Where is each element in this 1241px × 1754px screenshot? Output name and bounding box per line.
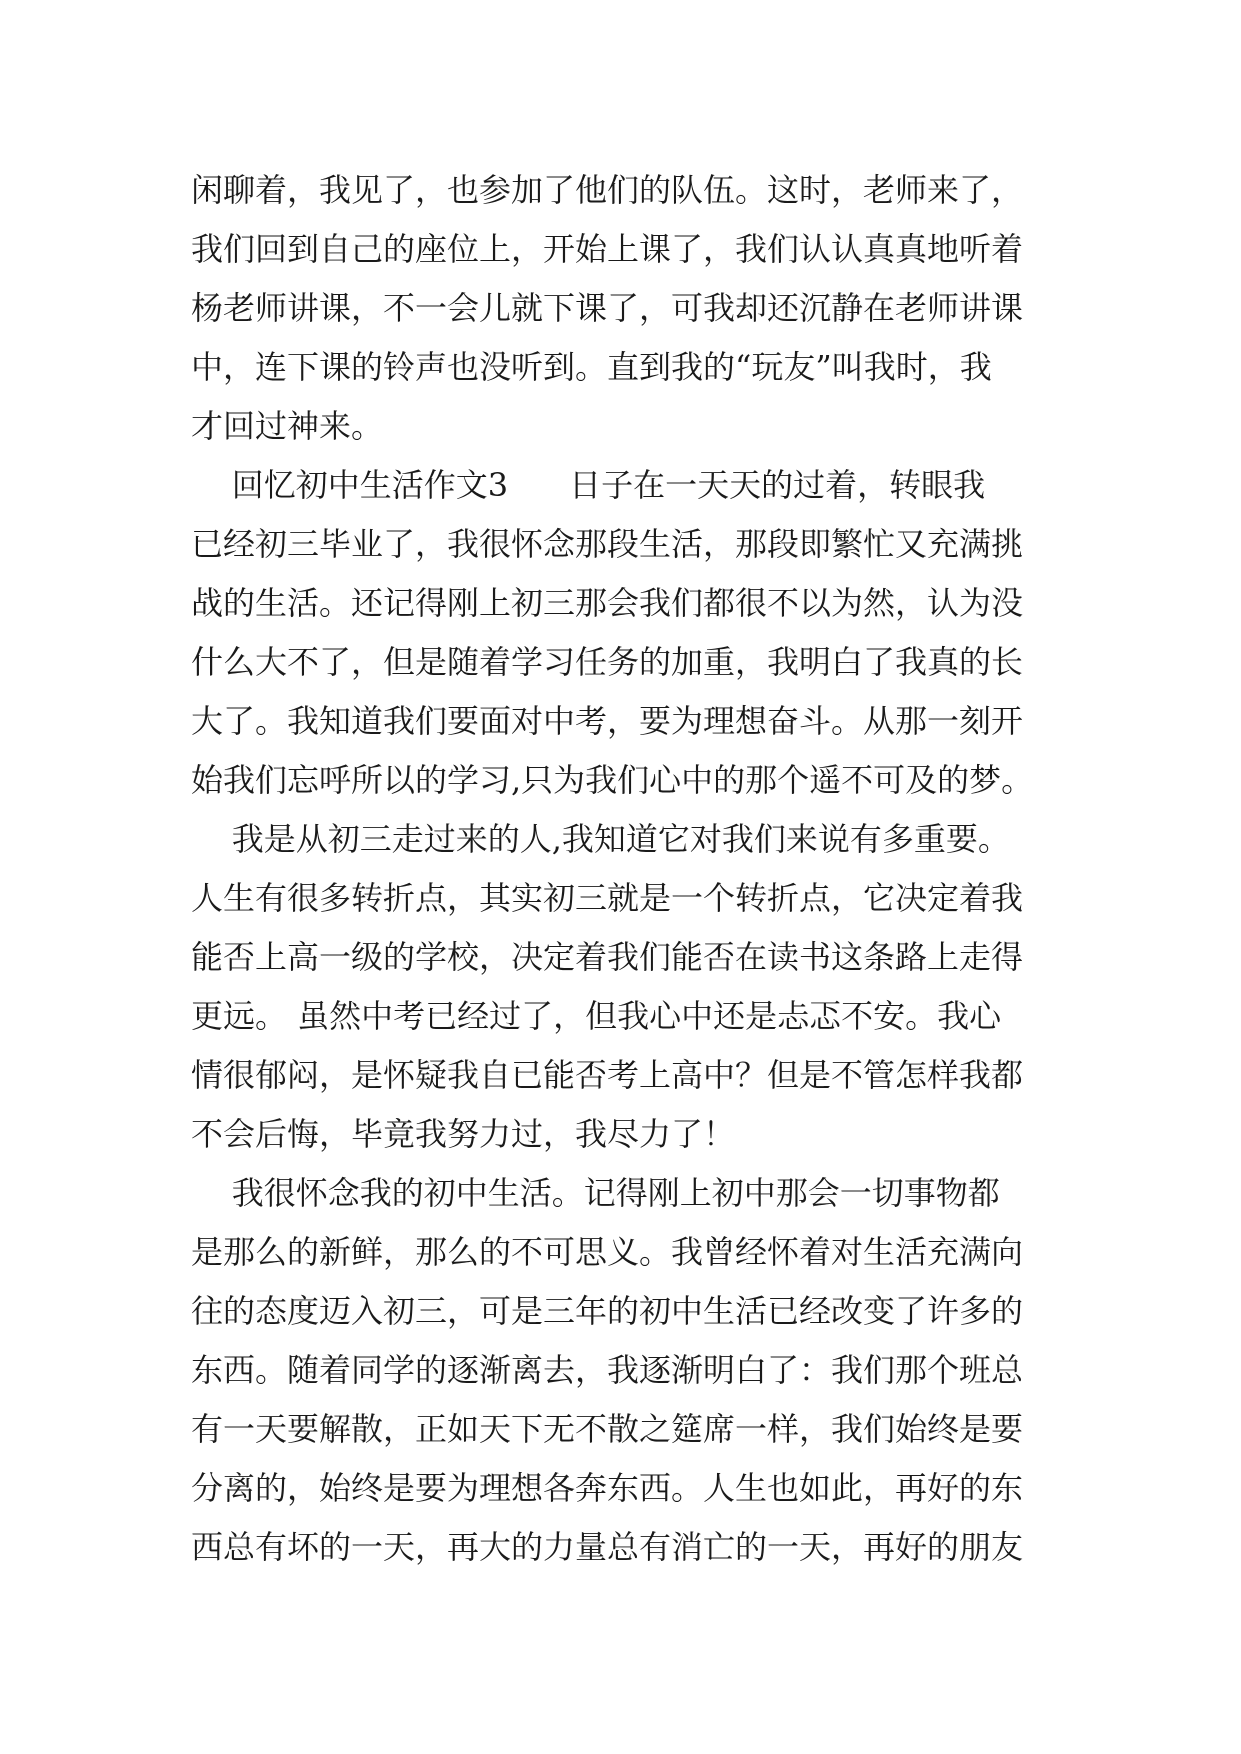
text-line: 才回过神来。 [191,407,384,445]
text-line: 我很怀念我的初中生活。记得刚上初中那会一切事物都 [191,1174,1000,1212]
text-line: 大了。我知道我们要面对中考，要为理想奋斗。从那一刻开 [191,702,1024,740]
text-line: 往的态度迈入初三，可是三年的初中生活已经改变了许多的 [191,1292,1024,1330]
text-line: 不会后悔，毕竟我努力过，我尽力了！ [191,1115,736,1153]
text-line: 始我们忘呼所以的学习,只为我们心中的那个遥不可及的梦。 [191,761,1034,799]
text-line: 已经初三毕业了，我很怀念那段生活，那段即繁忙又充满挑 [191,525,1024,563]
text-line: 人生有很多转折点，其实初三就是一个转折点，它决定着我 [191,879,1024,917]
text-line: 我是从初三走过来的人,我知道它对我们来说有多重要。 [191,820,1010,858]
text-line: 闲聊着，我见了，也参加了他们的队伍。这时，老师来了， [191,171,1024,209]
text-line: 回忆初中生活作文3 日子在一天天的过着，转眼我 [191,466,986,504]
text-line: 更远。 虽然中考已经过了，但我心中还是忐忑不安。我心 [191,997,1002,1035]
text-line: 分离的，始终是要为理想各奔东西。人生也如此，再好的东 [191,1469,1024,1507]
text-line: 东西。随着同学的逐渐离去，我逐渐明白了：我们那个班总 [191,1351,1024,1389]
text-line: 我们回到自己的座位上，开始上课了，我们认认真真地听着 [191,230,1024,268]
text-line: 能否上高一级的学校，决定着我们能否在读书这条路上走得 [191,938,1024,976]
text-line: 西总有坏的一天，再大的力量总有消亡的一天，再好的朋友 [191,1528,1024,1566]
text-line: 是那么的新鲜，那么的不可思义。我曾经怀着对生活充满向 [191,1233,1024,1271]
text-line: 战的生活。还记得刚上初三那会我们都很不以为然，认为没 [191,584,1024,622]
text-line: 什么大不了，但是随着学习任务的加重，我明白了我真的长 [191,643,1024,681]
text-line: 中，连下课的铃声也没听到。直到我的“玩友”叫我时，我 [191,348,992,386]
text-line: 情很郁闷，是怀疑我自已能否考上高中？但是不管怎样我都 [191,1056,1024,1094]
text-line: 有一天要解散，正如天下无不散之筵席一样，我们始终是要 [191,1410,1024,1448]
text-line: 杨老师讲课，不一会儿就下课了，可我却还沉静在老师讲课 [191,289,1024,327]
